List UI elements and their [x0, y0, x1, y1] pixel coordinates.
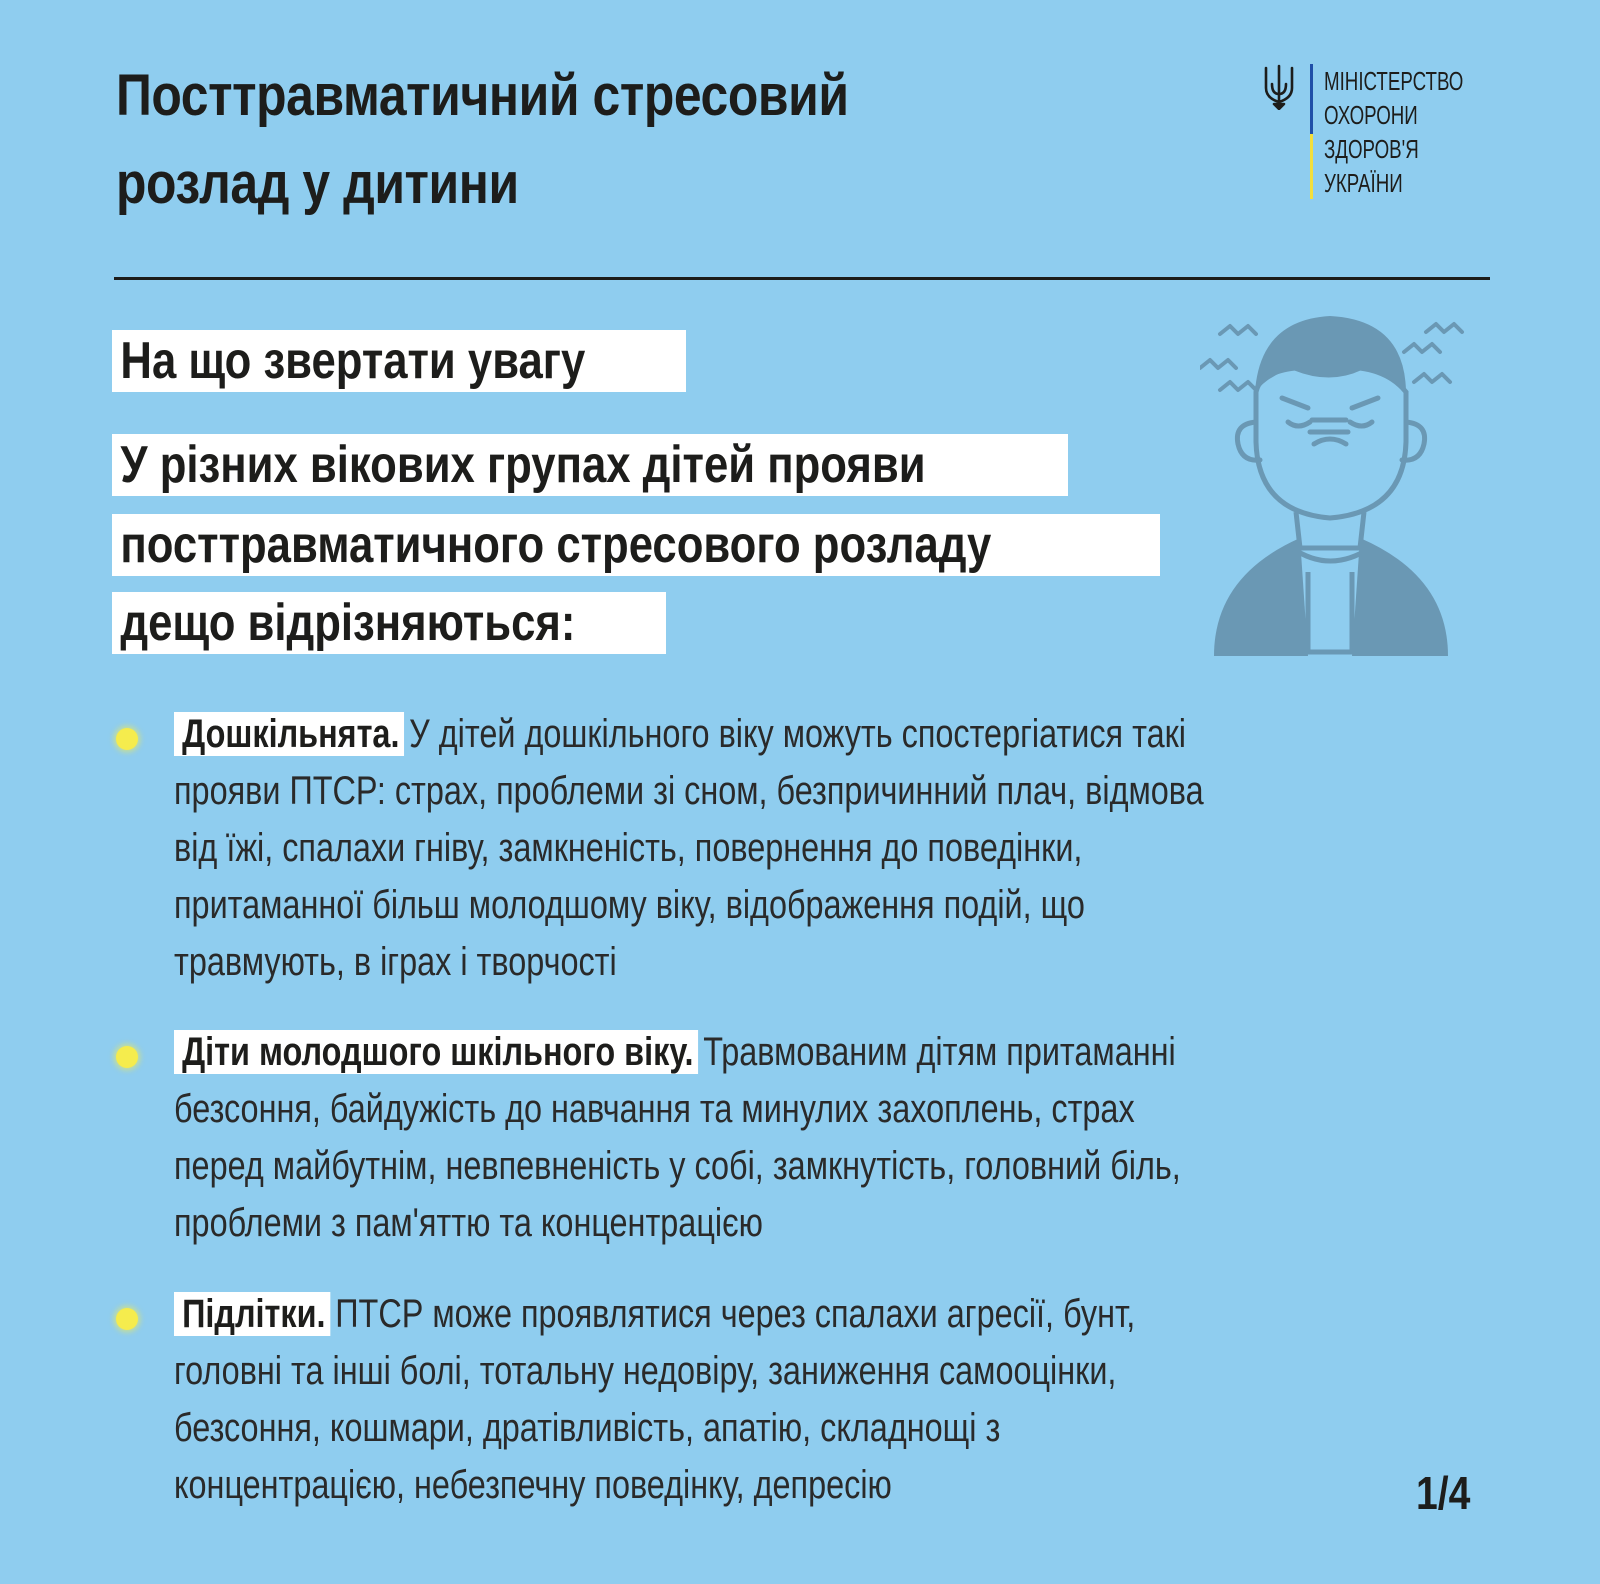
header-divider: [114, 277, 1490, 280]
logo-line-2: ОХОРОНИ: [1324, 100, 1418, 130]
logo-text: [1324, 64, 1463, 200]
item-keyword: Діти молодшого шкільного віку.: [174, 1030, 698, 1074]
item-keyword: Підлітки.: [174, 1292, 330, 1336]
intro-line-1: У різних вікових групах дітей прояви: [112, 434, 1068, 496]
title-line-1: Посттравматичний стресовий: [116, 63, 849, 128]
intro-line-2: посттравматичного стресового розладу: [112, 514, 1160, 576]
section-subtitle: На що звертати увагу: [112, 330, 686, 392]
bullet-dot: [116, 1046, 138, 1068]
page-indicator: 1/4: [1416, 1467, 1471, 1519]
logo-line-1: МІНІСТЕРСТВО: [1324, 66, 1464, 96]
item-text: Підлітки. ПТСР може проявлятися через спалахи агресії, бунт, головні та інші болі, тотальну недовіру, заниження самооцінки, безсоння, кошмари, дратівливість, апатію, складнощі з концентрацією, небезпечну поведінку, депресію: [174, 1292, 1136, 1507]
logo-divider-yellow: [1310, 134, 1313, 199]
logo-divider-blue: [1310, 64, 1313, 134]
page-title: [116, 52, 976, 228]
title-line-2: розлад у дитини: [116, 151, 519, 216]
bullet-dot: [116, 728, 138, 750]
bullet-dot: [116, 1308, 138, 1330]
item-text: Діти молодшого шкільного віку. Травмованим дітям притаманні безсоння, байдужість до навчання та минулих захоплень, страх перед майбутнім, невпевненість у собі, замкнутість, головний біль, проблеми з пам'яттю та концентрацією: [174, 1030, 1181, 1245]
item-keyword: Дошкільнята.: [174, 712, 404, 756]
logo-line-3: ЗДОРОВ'Я: [1324, 134, 1419, 164]
ministry-logo: [1262, 64, 1502, 204]
stressed-child-illustration: [1200, 312, 1500, 672]
item-text: Дошкільнята. У дітей дошкільного віку можуть спостергіатися такі прояви ПТСР: страх, проблеми зі сном, безпричинний плач, відмова від їжі, спалахи гніву, замкненість, повернення до поведінки, притаманної більш молодшому віку, відображення подій, що травмують, в іграх і творчості: [174, 712, 1204, 984]
logo-line-4: УКРАЇНИ: [1324, 168, 1403, 198]
trident-icon: [1262, 64, 1296, 110]
intro-line-3: дещо відрізняються:: [112, 592, 666, 654]
